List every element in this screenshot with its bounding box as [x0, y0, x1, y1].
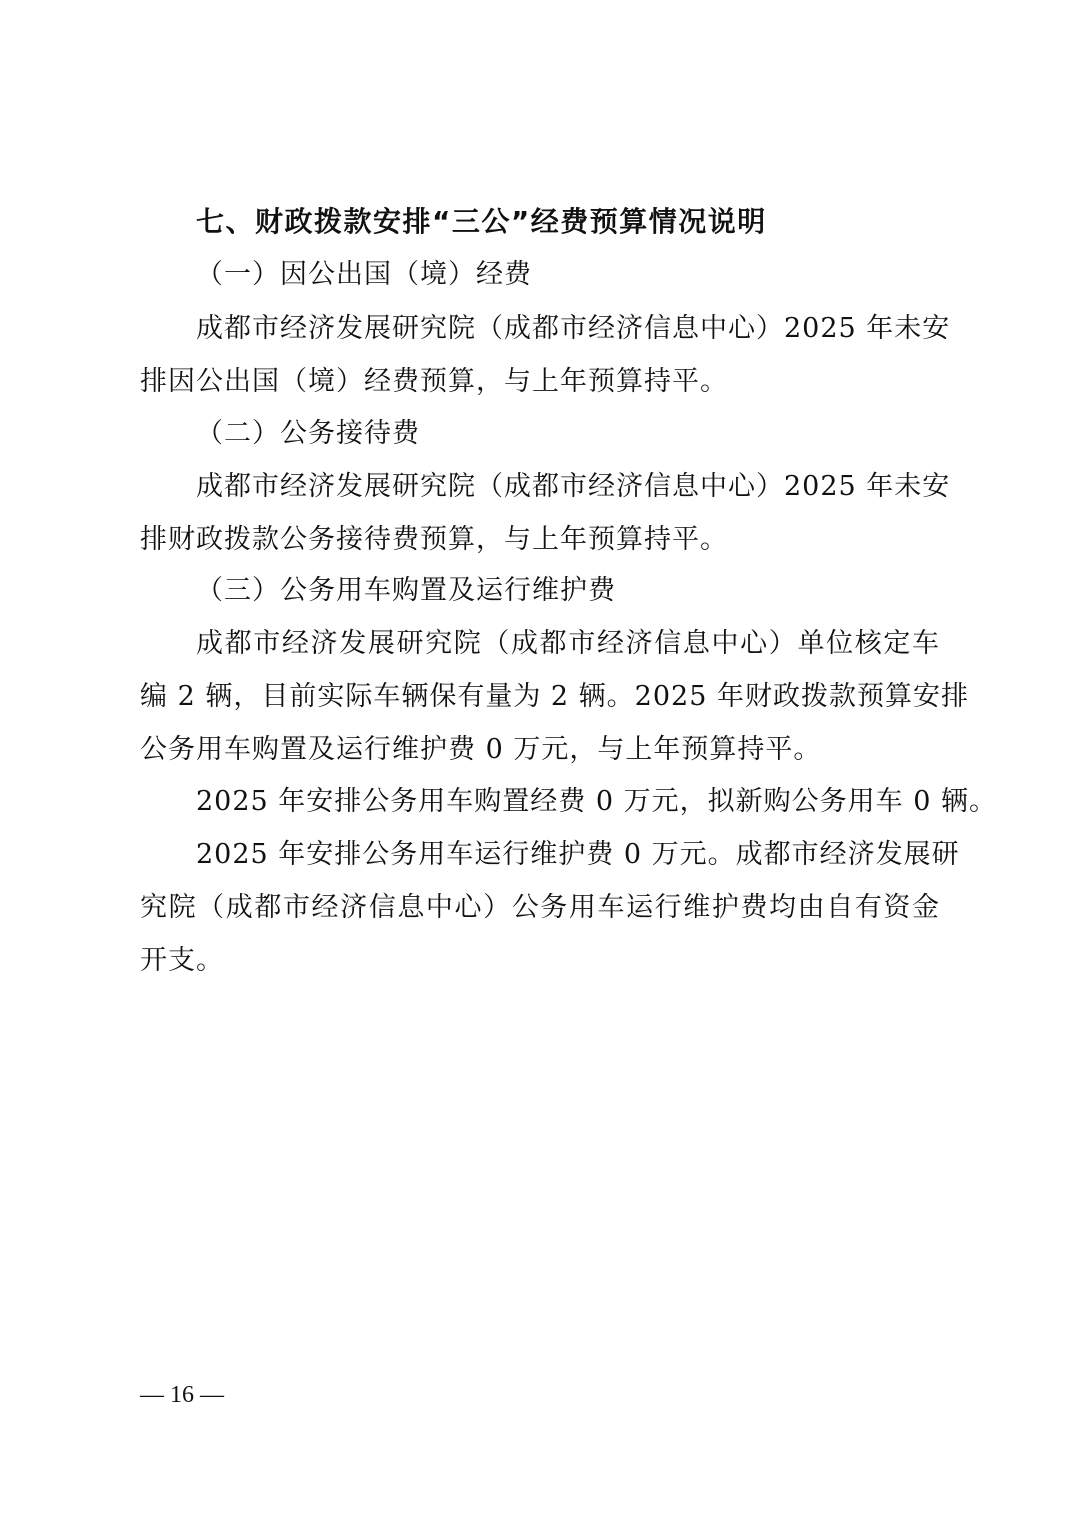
subsection-2-line-2: 排财政拨款公务接待费预算，与上年预算持平。	[140, 524, 728, 555]
subsection-2-line-1: 成都市经济发展研究院（成都市经济信息中心）2025 年未安	[196, 471, 951, 502]
subsection-3-line-1: 成都市经济发展研究院（成都市经济信息中心）单位核定车	[196, 628, 940, 659]
subsection-heading-3: （三）公务用车购置及运行维护费	[196, 575, 616, 606]
subsection-heading-1: （一）因公出国（境）经费	[196, 259, 532, 290]
subsection-heading-2: （二）公务接待费	[196, 418, 420, 449]
page-number: — 16 —	[140, 1382, 224, 1408]
subsection-3-line-3: 公务用车购置及运行维护费 0 万元，与上年预算持平。	[140, 734, 822, 765]
operation-paragraph-line-2: 究院（成都市经济信息中心）公务用车运行维护费均由自有资金	[140, 892, 940, 923]
section-title: 七、财政拨款安排“三公”经费预算情况说明	[196, 205, 767, 238]
purchase-paragraph: 2025 年安排公务用车购置经费 0 万元，拟新购公务用车 0 辆。	[196, 786, 997, 817]
subsection-3-line-2: 编 2 辆，目前实际车辆保有量为 2 辆。2025 年财政拨款预算安排	[140, 681, 969, 712]
subsection-1-line-2: 排因公出国（境）经费预算，与上年预算持平。	[140, 366, 728, 397]
operation-paragraph-line-3: 开支。	[140, 945, 224, 976]
subsection-1-line-1: 成都市经济发展研究院（成都市经济信息中心）2025 年未安	[196, 313, 951, 344]
operation-paragraph-line-1: 2025 年安排公务用车运行维护费 0 万元。成都市经济发展研	[196, 839, 960, 870]
